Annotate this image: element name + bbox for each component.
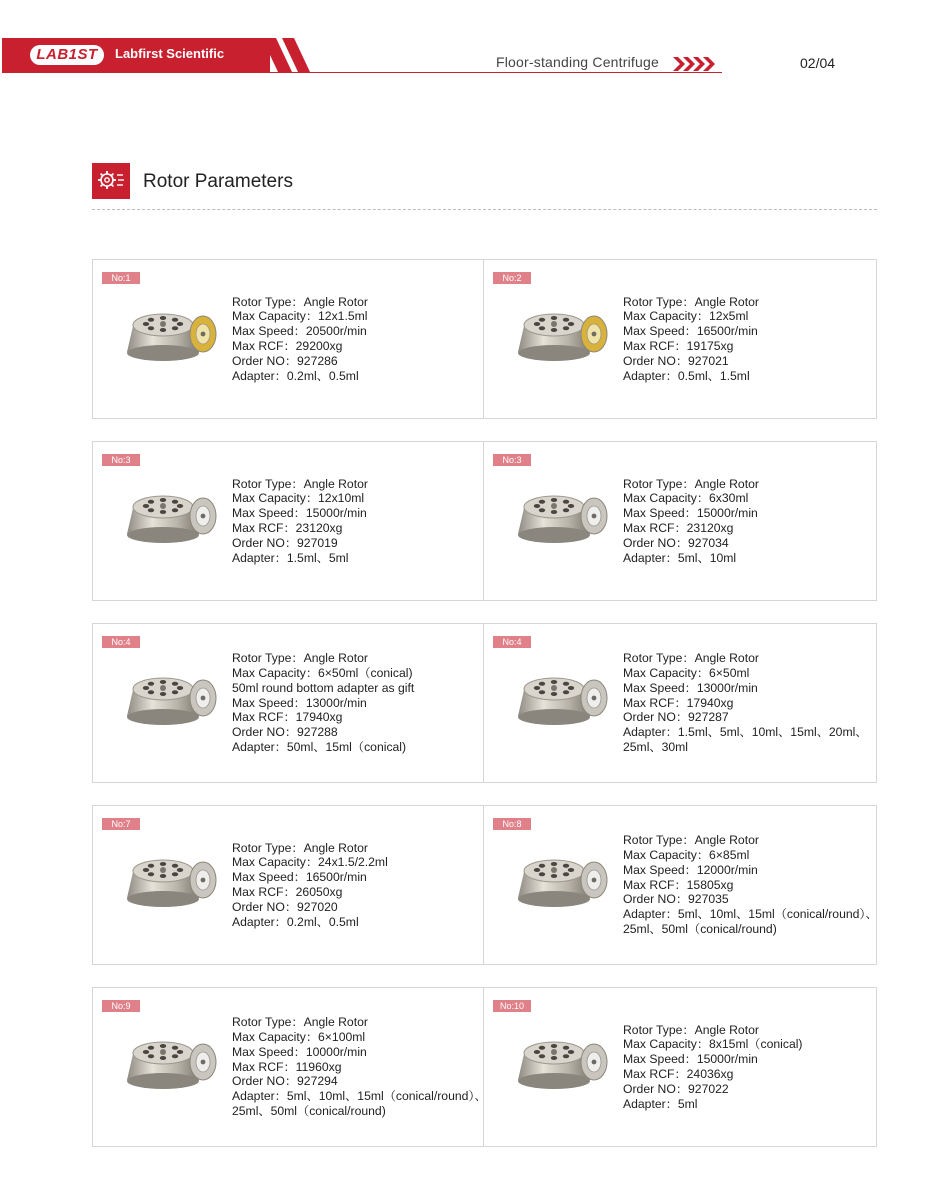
spec-line: Max Capacity：8x15ml（conical) [623,1037,803,1052]
brand-logo: LAB1ST [30,45,104,65]
spec-line: Max RCF：23120xg [232,520,343,535]
rotor-specs [623,651,873,755]
rotor-number-badge: No:3 [493,454,531,466]
spec-line: Adapter：0.2ml、0.5ml [232,914,359,929]
spec-line: Max Capacity：6×85ml [623,847,750,862]
rotor-specs [623,477,873,566]
spec-line: Adapter：5ml [623,1096,698,1111]
spec-line: Max Speed：15000r/min [232,506,367,521]
header-stripes-decoration [262,38,314,72]
rotor-card [483,442,877,600]
spec-line: Max RCF：26050xg [232,884,343,899]
spec-line: Adapter：5ml、10ml、15ml（conical/round）、 [623,907,878,922]
spec-line: Max Speed：15000r/min [623,506,758,521]
page-number: 02/04 [800,55,836,71]
spec-line: Max Speed：13000r/min [232,695,367,710]
spec-line: Max Speed：16500r/min [623,324,758,339]
rotor-number-badge: No:2 [493,272,531,284]
rotor-specs [232,1015,487,1119]
rotor-specs [623,833,878,937]
spec-line: Max RCF：17940xg [623,695,734,710]
spec-line: Max Capacity：6x30ml [623,491,749,506]
spec-line: Adapter：1.5ml、5ml [232,550,349,565]
spec-line: Order NO：927294 [232,1074,338,1089]
spec-line: Rotor Type：Angle Rotor [623,833,759,848]
spec-line: Order NO：927034 [623,535,729,550]
rotor-specs [232,477,477,566]
spec-line: Adapter：5ml、10ml [623,550,737,565]
rotor-card [483,624,877,782]
spec-line: Max Capacity：6×100ml [232,1029,366,1044]
rotor-specs [623,1023,873,1112]
rotor-number-badge: No:8 [493,818,531,830]
spec-line: Max Capacity：24x1.5/2.2ml [232,855,388,870]
spec-line: 50ml round bottom adapter as gift [232,680,415,695]
rotor-image [514,300,610,370]
spec-line: Order NO：927022 [623,1081,729,1096]
spec-line: Rotor Type：Angle Rotor [623,476,759,491]
spec-line: Max RCF：15805xg [623,877,734,892]
rotor-number-badge: No:3 [102,454,140,466]
spec-line: Max Speed：10000r/min [232,1044,367,1059]
spec-line: Rotor Type：Angle Rotor [232,840,368,855]
spec-line: Adapter：1.5ml、5ml、10ml、15ml、20ml、 [623,725,868,740]
spec-line: Order NO：927287 [623,710,729,725]
rotor-image [123,1028,219,1098]
spec-line: Max RCF：19175xg [623,338,734,353]
spec-line: Max Speed：16500r/min [232,870,367,885]
gear-settings-icon [92,163,130,199]
header-divider [2,72,722,73]
rotor-card [483,806,877,964]
spec-line: Max Speed：12000r/min [623,862,758,877]
spec-line: Adapter：0.5ml、1.5ml [623,368,750,383]
spec-line: Adapter：5ml、10ml、15ml（conical/round）、 [232,1089,487,1104]
spec-line: Max Speed：15000r/min [623,1052,758,1067]
rotor-specs [232,841,477,930]
spec-line: Rotor Type：Angle Rotor [232,294,368,309]
spec-line: Rotor Type：Angle Rotor [232,1015,368,1030]
spec-line: Max Capacity：6×50ml [623,665,750,680]
spec-line: Max RCF：29200xg [232,338,343,353]
chevron-arrows-icon [673,57,717,71]
rotor-row [92,259,877,419]
rotor-image [514,664,610,734]
spec-line: Rotor Type：Angle Rotor [623,294,759,309]
rotor-card [483,260,877,418]
rotor-image [514,1028,610,1098]
spec-line: Max Capacity：12x1.5ml [232,309,368,324]
rotor-card [483,988,877,1146]
spec-line: Max RCF：24036xg [623,1066,734,1081]
rotor-specs [623,295,873,384]
spec-line: Max RCF：11960xg [232,1059,342,1074]
rotor-image [123,482,219,552]
spec-line: Rotor Type：Angle Rotor [623,651,759,666]
rotor-row [92,987,877,1147]
brand-name: Labfirst Scientific [115,46,225,61]
rotor-number-badge: No:1 [102,272,140,284]
spec-line: 25ml、30ml [623,739,689,754]
spec-line: Order NO：927286 [232,353,338,368]
rotor-row [92,805,877,965]
rotor-image [123,664,219,734]
spec-line: Order NO：927288 [232,725,338,740]
rotor-number-badge: No:9 [102,1000,140,1012]
spec-line: 25ml、50ml（conical/round) [232,1103,386,1118]
spec-line: Rotor Type：Angle Rotor [232,651,368,666]
rotor-image [123,300,219,370]
section-divider [92,209,877,210]
spec-line: Max Capacity：12x5ml [623,309,749,324]
spec-line: Adapter：50ml、15ml（conical) [232,739,407,754]
rotor-image [514,846,610,916]
rotor-card [93,988,487,1146]
spec-line: Rotor Type：Angle Rotor [623,1022,759,1037]
rotor-card [93,442,483,600]
spec-line: Order NO：927035 [623,892,729,907]
rotor-specs [232,651,477,755]
spec-line: Order NO：927021 [623,353,729,368]
rotor-number-badge: No:4 [102,636,140,648]
spec-line: Max Capacity：6×50ml（conical) [232,665,413,680]
spec-line: 25ml、50ml（conical/round) [623,921,777,936]
rotor-row [92,623,877,783]
rotor-number-badge: No:4 [493,636,531,648]
rotor-number-badge: No:7 [102,818,140,830]
spec-line: Max RCF：17940xg [232,710,343,725]
rotor-card [93,624,483,782]
spec-line: Adapter：0.2ml、0.5ml [232,368,359,383]
rotor-specs [232,295,477,384]
spec-line: Max RCF：23120xg [623,520,734,535]
rotor-image [123,846,219,916]
spec-line: Max Speed：20500r/min [232,324,367,339]
spec-line: Order NO：927020 [232,899,338,914]
rotor-image [514,482,610,552]
rotor-number-badge: No:10 [493,1000,531,1012]
rotor-card [93,260,483,418]
document-title: Floor-standing Centrifuge [496,54,659,70]
section-title: Rotor Parameters [143,171,293,192]
rotor-grid [92,259,877,1169]
rotor-card [93,806,483,964]
rotor-row [92,441,877,601]
spec-line: Order NO：927019 [232,535,338,550]
spec-line: Rotor Type：Angle Rotor [232,476,368,491]
spec-line: Max Capacity：12x10ml [232,491,365,506]
spec-line: Max Speed：13000r/min [623,680,758,695]
